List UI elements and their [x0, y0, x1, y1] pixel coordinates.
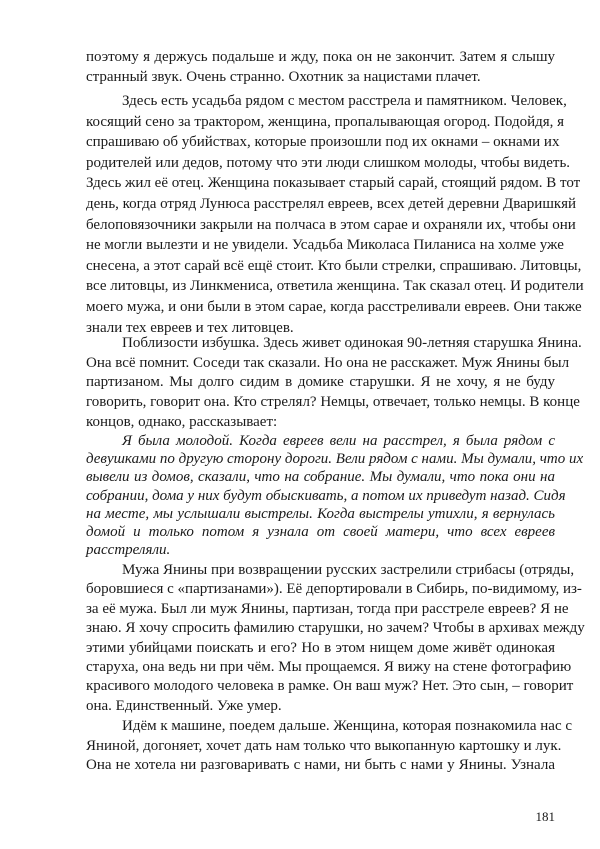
- text-line: Мужа Янины при возвращении русских застрелили стрибасы (отряды,: [122, 562, 575, 578]
- text-line: концов, однако, рассказывает:: [86, 413, 278, 430]
- text-line: Здесь есть усадьба рядом с местом расстрела и памятником. Человек,: [122, 93, 567, 109]
- text-line: Она не хотела ни разговаривать с нами, ни быть с нами у Янины. Узнала: [86, 757, 555, 773]
- text-line: девушками по другую сторону дороги. Вели рядом с нами. Мы думали, что их: [86, 451, 584, 468]
- text-line: красивого молодого человека в рамке. Он ваш муж? Нет. Это сын, – говорит: [86, 678, 574, 695]
- text-line: Идём к машине, поедем дальше. Женщина, которая познакомила нас с: [122, 718, 573, 734]
- text-line: партизаном. Мы долго сидим в домике старушки. Я не хочу, я не буду: [86, 374, 555, 391]
- quote-paragraph: [86, 432, 584, 559]
- paragraph: [86, 334, 582, 432]
- text-line: снесена, а этот сарай всё ещё стоит. Кто были стрелки, спрашиваю. Литовцы,: [86, 257, 582, 274]
- text-line: знаю. Я хочу спросить фамилию старушки, но зачем? Чтобы в архивах между: [86, 620, 585, 637]
- paragraph: [86, 47, 555, 87]
- text-line: Здесь жил её отец. Женщина показывает старый сарай, стоящий рядом. В тот: [86, 175, 581, 192]
- text-line: вывели из домов, сказали, что на собрание. Мы думали, что пока они на: [86, 469, 555, 486]
- text-line: странный звук. Очень странно. Охотник за нацистами плачет.: [86, 69, 481, 85]
- text-line: не могли вылезти и не увидели. Усадьба Миколаса Пиланиса на холме уже: [86, 237, 564, 254]
- text-line: знали тех евреев и тех литовцев.: [86, 319, 294, 336]
- paragraph: [86, 91, 584, 338]
- text-line: домой и только потом я узнала от своей матери, что всех евреев: [86, 523, 555, 540]
- text-line: собрании, дома у них будут обыскивать, а потом их приведут назад. Сидя: [86, 487, 566, 504]
- text-line: Яниной, догоняет, хочет дать нам только что выкопанную картошку и лук.: [86, 737, 562, 754]
- text-line: белоповязочники закрыли на полчаса в этом сарае и охраняли их, чтобы они: [86, 216, 576, 233]
- text-line: старуха, она ведь ни при чём. Мы прощаемся. Я вижу на стене фотографию: [86, 658, 572, 675]
- text-line: поэтому я держусь подальше и жду, пока он не закончит. Затем я слышу: [86, 49, 555, 65]
- text-line: спрашиваю об убийствах, которые произошли под их окнами – окнами их: [86, 134, 560, 151]
- text-line: расстреляли.: [86, 542, 171, 559]
- text-line: родителей или дедов, потому что эти люди слишком молоды, чтобы видеть.: [86, 154, 571, 171]
- text-line: этими убийцами поискать и его? Но в этом нищем доме живёт одинокая: [86, 639, 555, 656]
- text-line: моего мужа, и они были в этом сарае, когда расстреливали евреев. Они также: [86, 298, 582, 315]
- text-line: Поблизости избушка. Здесь живет одинокая 90-летняя старушка Янина.: [122, 335, 582, 351]
- text-line: все литовцы, из Линкмениса, ответила женщина. Так сказал отец. И родители: [86, 278, 584, 295]
- text-line: день, когда отряд Лунюса расстрелял евреев, всех детей деревни Дваришкяй: [86, 195, 577, 212]
- paragraph: [86, 561, 585, 716]
- text-line: косящий сено за трактором, женщина, пропалывающая огород. Подойдя, я: [86, 113, 565, 130]
- text-line: Я была молодой. Когда евреев вели на расстрел, я была рядом с: [122, 433, 555, 449]
- text-line: говорить, говорит она. Кто стрелял? Немцы, отвечает, только немцы. В конце: [86, 394, 580, 411]
- paragraph: [86, 717, 573, 776]
- text-line: за её мужа. Был ли муж Янины, партизан, тогда при расстреле евреев? Я не: [86, 600, 569, 617]
- text-line: на месте, мы услышали выстрелы. Когда выстрелы утихли, я вернулась: [86, 505, 555, 522]
- text-line: Она всё помнит. Соседи так сказали. Но она не расскажет. Муж Янины был: [86, 354, 570, 371]
- text-line: она. Единственный. Уже умер.: [86, 697, 282, 714]
- text-line: боровшиеся с «партизанами»). Её депортировали в Сибирь, по-видимому, из-: [86, 581, 582, 598]
- page-number: 181: [535, 809, 555, 824]
